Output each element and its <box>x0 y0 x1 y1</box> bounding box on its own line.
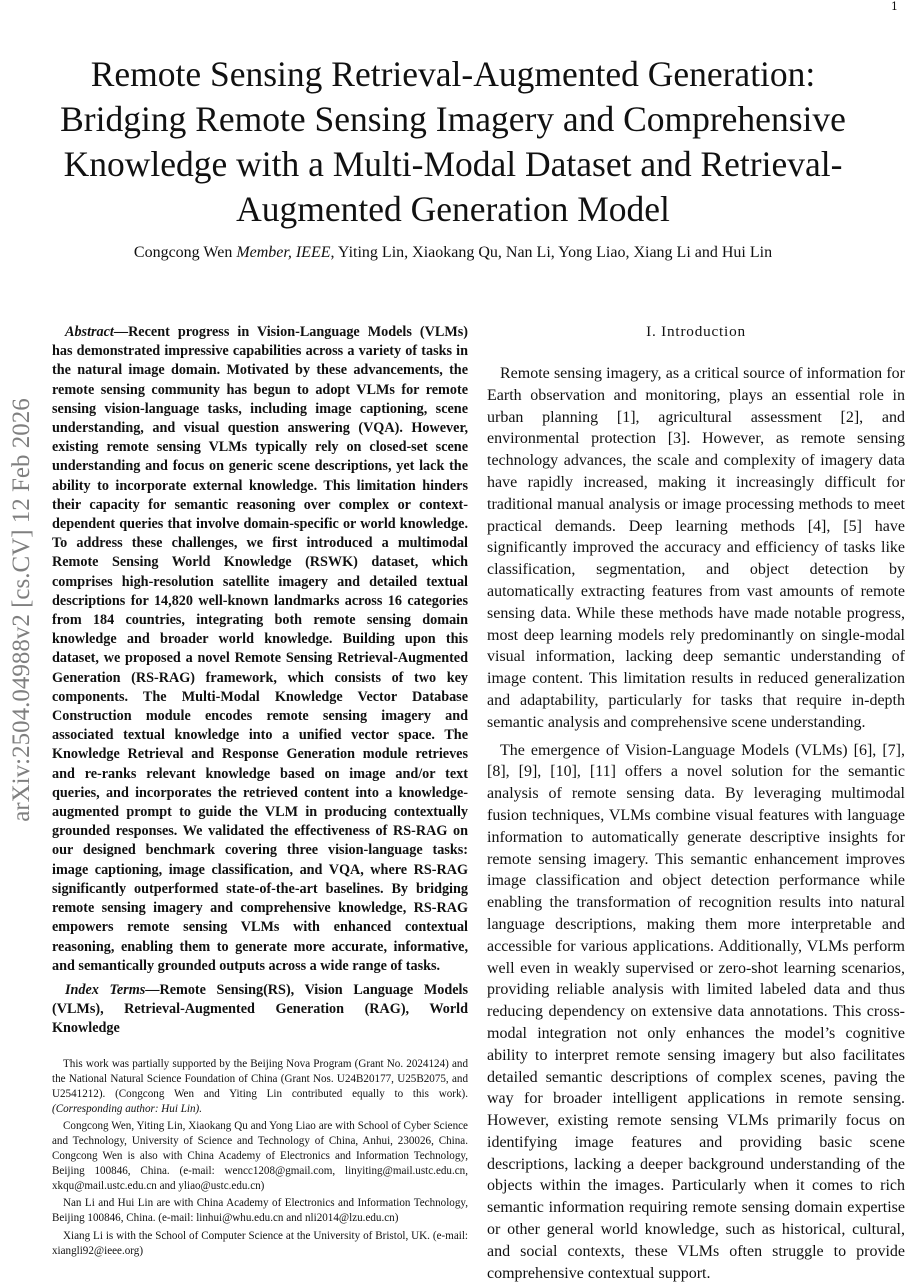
abstract-section <box>52 323 468 976</box>
arxiv-identifier-stamp <box>0 310 44 910</box>
introduction-paragraph-2: The emergence of Vision-Language Models (VLMs) [6], [7], [8], [9], [10], [11] offers a novel solution for the semantic analysis of remote sensing data. By leveraging multimodal fusion techniques, VLMs combine visual features with language information to automatically generate descriptive insights for remote sensing imagery. This semantic enhancement improves image classification and object detection performance while enabling the transformation of recognition results into natural language descriptions, making them more interpretable and accessible for various applications. Additionally, VLMs perform well even in weakly supervised or zero-shot learning scenarios, providing reliable analysis with limited labeled data and thus reducing dependency on extensive data annotations. This cross-modal integration not only enhances the model’s cognitive ability to interpret remote sensing imagery but also facilitates detailed semantic descriptions of complex scenes, paving the way for broader intelligent applications in remote sensing. However, existing remote sensing VLMs primarily focus on identifying image features and providing basic scene descriptions, lacking a deeper background understanding of the objects within the images. Particularly when it comes to rich semantic information requiring remote sensing domain expertise or other general world knowledge, such as historical, cultural, and social contexts, these VLMs often struggle to provide comprehensive contextual support. <box>487 741 905 1282</box>
author-list <box>60 244 846 262</box>
author-lead: Congcong Wen <box>133 244 237 261</box>
abstract-text: —Recent progress in Vision-Language Models (VLMs) has demonstrated impressive capabilities across a variety of tasks in the natural image domain. Motivated by these advancements, the remote sensing community has begun to adopt VLMs for remote sensing vision-language tasks, including image captioning, scene understanding, and visual question answering (VQA). However, existing remote sensing VLMs typically rely on closed-set scene understanding and focus on generic scene descriptions, yet lack the ability to incorporate external knowledge. This limitation hinders their capacity for semantic reasoning over complex or context-dependent queries that involve domain-specific or world knowledge. To address these challenges, we first introduced a multimodal Remote Sensing World Knowledge (RSWK) dataset, which comprises high-resolution satellite imagery and detailed textual descriptions for 14,820 well-known landmarks across 16 categories from 184 countries, integrating both remote sensing domain knowledge and broader world knowledge. Building upon this dataset, we proposed a novel Remote Sensing Retrieval-Augmented Generation (RS-RAG) framework, which consists of two key components. The Multi-Modal Knowledge Vector Database Construction module encodes remote sensing imagery and associated textual knowledge into a unified vector space. The Knowledge Retrieval and Response Generation module retrieves and re-ranks relevant knowledge based on image and/or text queries, and incorporates the retrieved content into a knowledge-augmented prompt to guide the VLM in producing contextually grounded responses. We validated the effectiveness of RS-RAG on our designed benchmark covering three vision-language tasks: image captioning, image classification, and VQA, where RS-RAG significantly outperformed state-of-the-art baselines. By bridging remote sensing imagery and comprehensive knowledge, RS-RAG empowers remote sensing VLMs with enhanced contextual reasoning, enabling them to generate more accurate, informative, and semantically grounded outputs across a wide range of tasks. <box>52 324 468 974</box>
introduction-heading: I. Introduction <box>646 323 746 340</box>
right-column <box>487 323 905 1284</box>
author-membership: Member, IEEE <box>236 244 331 261</box>
arxiv-identifier-text: arXiv:2504.04988v2 [cs.CV] 12 Feb 2026 <box>8 398 35 822</box>
footnote-funding-text: This work was partially supported by the Beijing Nova Program (Grant No. 2024124) and the National Natural Science Foundation of China (Grant Nos. U24B20177, U25B2075, and U2541212). (Congcong Wen and Yiting Lin contributed equally to this work). <box>52 1057 468 1100</box>
abstract-paragraph <box>52 323 468 976</box>
footnote-corresponding-author: (Corresponding author: Hui Lin). <box>52 1102 202 1115</box>
index-terms-paragraph <box>52 981 468 1039</box>
paper-title: Remote Sensing Retrieval-Augmented Generation: Bridging Remote Sensing Imagery and Comprehensive Knowledge with a Multi-Modal Dataset and Retrieval-Augmented Generation Model <box>60 54 846 229</box>
index-terms-section <box>52 981 468 1039</box>
footnote-affiliation-2: Nan Li and Hui Lin are with China Academy of Electronics and Information Technology, Beijing 100846, China. (e-mail: linhui@whu.edu.cn and nli2014@lzu.edu.cn) <box>52 1197 468 1225</box>
footnotes <box>52 1057 468 1259</box>
abstract-label: Abstract <box>65 324 114 340</box>
footnote-funding <box>52 1057 468 1117</box>
author-rest: , Yiting Lin, Xiaokang Qu, Nan Li, Yong Liao, Xiang Li and Hui Lin <box>330 244 773 261</box>
index-terms-text: —Remote Sensing(RS), Vision Language Models (VLMs), Retrieval-Augmented Generation (RAG), World Knowledge <box>52 981 468 1037</box>
left-column <box>52 323 468 1261</box>
introduction-paragraph-1: Remote sensing imagery, as a critical source of information for Earth observation and monitoring, plays an essential role in urban planning [1], agricultural assessment [2], and environmental protection [3]. However, as remote sensing technology advances, the scale and complexity of imagery data have rapidly increased, making it increasingly difficult for traditional manual analysis or image processing methods to meet practical demands. Deep learning methods [4], [5] have significantly improved the accuracy and efficiency of tasks like classification, segmentation, and object detection by automatically extracting features from vast amounts of remote sensing data. While these methods have made notable progress, most deep learning models rely predominantly on single-modal visual information, lacking deep semantic understanding of image content. This limitation results in reduced generalization and adaptability, particularly for tasks that require in-depth semantic analysis and comprehensive scene understanding. <box>487 365 905 731</box>
footnote-affiliation-1: Congcong Wen, Yiting Lin, Xiaokang Qu and Yong Liao are with School of Cyber Science and Technology, University of Science and Technology of China, Anhui, 230026, China. Congcong Wen is also with China Academy of Electronics and Information Technology, Beijing 100846, China. (e-mail: wencc1208@gmail.com, linyiting@mail.ustc.edu.cn, xkqu@mail.ustc.edu.cn and yliao@ustc.edu.cn) <box>52 1119 468 1193</box>
index-terms-label: Index Terms <box>65 981 146 998</box>
footnote-affiliation-3: Xiang Li is with the School of Computer Science at the University of Bristol, UK. (e-mail: xiangli92@ieee.org) <box>52 1229 468 1257</box>
page-number: 1 <box>891 0 898 13</box>
